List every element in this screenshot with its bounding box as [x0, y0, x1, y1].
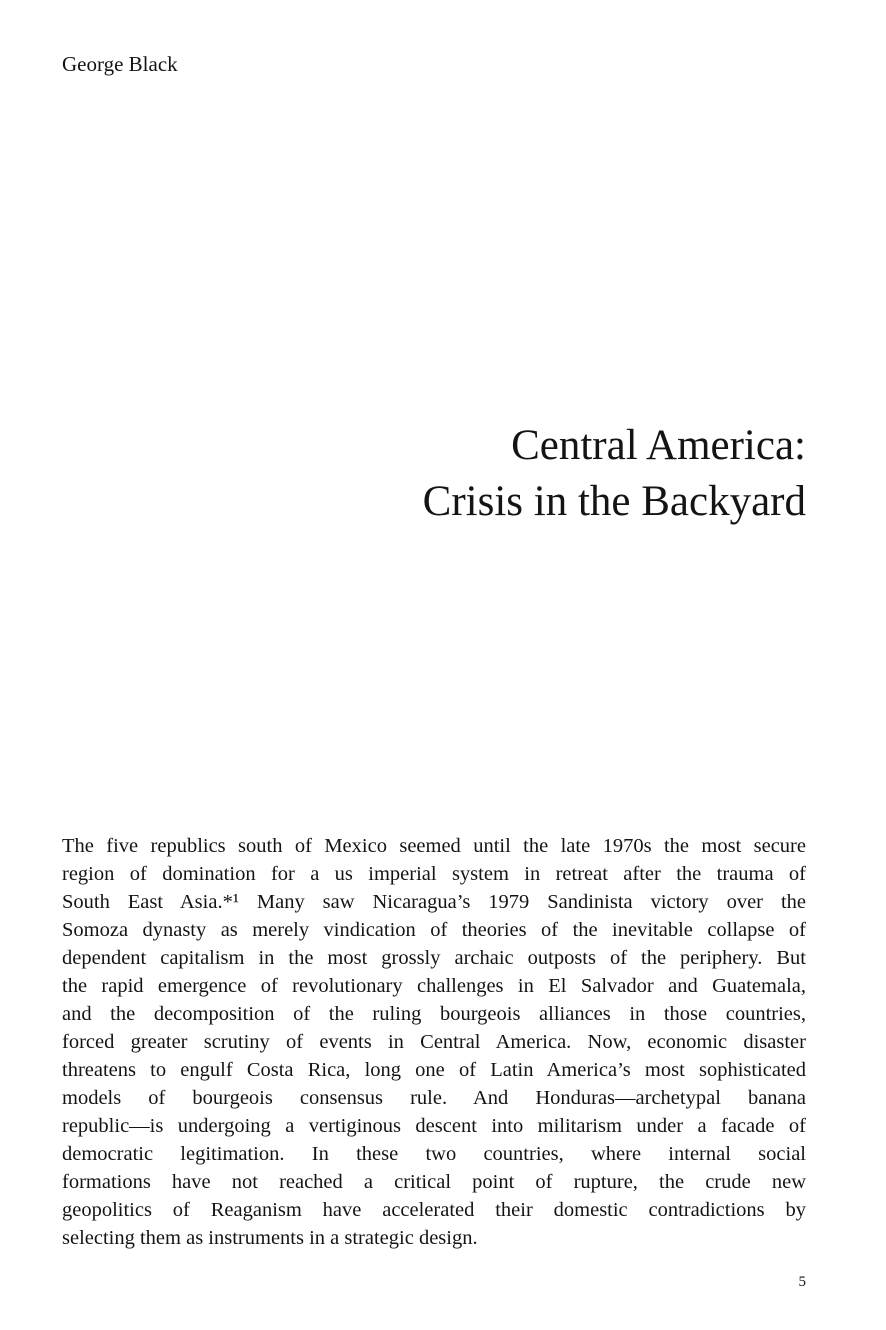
paragraph-line: formations have not reached a critical point of rupture, the crude new — [62, 1171, 806, 1193]
paragraph-line: selecting them as instruments in a strategic design. — [62, 1227, 478, 1249]
chapter-title-line-2: Crisis in the Backyard — [422, 478, 806, 525]
chapter-title — [106, 418, 806, 530]
paragraph-line: models of bourgeois consensus rule. And Honduras—archetypal banana — [62, 1087, 806, 1109]
body-paragraph — [62, 832, 806, 1252]
paragraph-line: Somoza dynasty as merely vindication of theories of the inevitable collapse of — [62, 919, 806, 941]
paragraph-line: democratic legitimation. In these two countries, where internal social — [62, 1143, 806, 1165]
paragraph-line: region of domination for a us imperial system in retreat after the trauma of — [62, 863, 806, 885]
paragraph-line: dependent capitalism in the most grossly archaic outposts of the periphery. But — [62, 947, 806, 969]
chapter-title-line-1: Central America: — [511, 422, 806, 469]
paragraph-line: forced greater scrutiny of events in Central America. Now, economic disaster — [62, 1031, 806, 1053]
paragraph-line: and the decomposition of the ruling bourgeois alliances in those countries, — [62, 1003, 806, 1025]
paragraph-line: geopolitics of Reaganism have accelerated their domestic contradictions by — [62, 1199, 806, 1221]
paragraph-line: threatens to engulf Costa Rica, long one of Latin America’s most sophisticated — [62, 1059, 806, 1081]
paragraph-line: South East Asia.*¹ Many saw Nicaragua’s 1979 Sandinista victory over the — [62, 891, 806, 913]
paragraph-line: The five republics south of Mexico seemed until the late 1970s the most secure — [62, 835, 806, 857]
page-number: 5 — [798, 1274, 806, 1290]
running-header-author: George Black — [62, 52, 178, 76]
paragraph-line: republic—is undergoing a vertiginous descent into militarism under a facade of — [62, 1115, 806, 1137]
paragraph-line: the rapid emergence of revolutionary challenges in El Salvador and Guatemala, — [62, 975, 806, 997]
